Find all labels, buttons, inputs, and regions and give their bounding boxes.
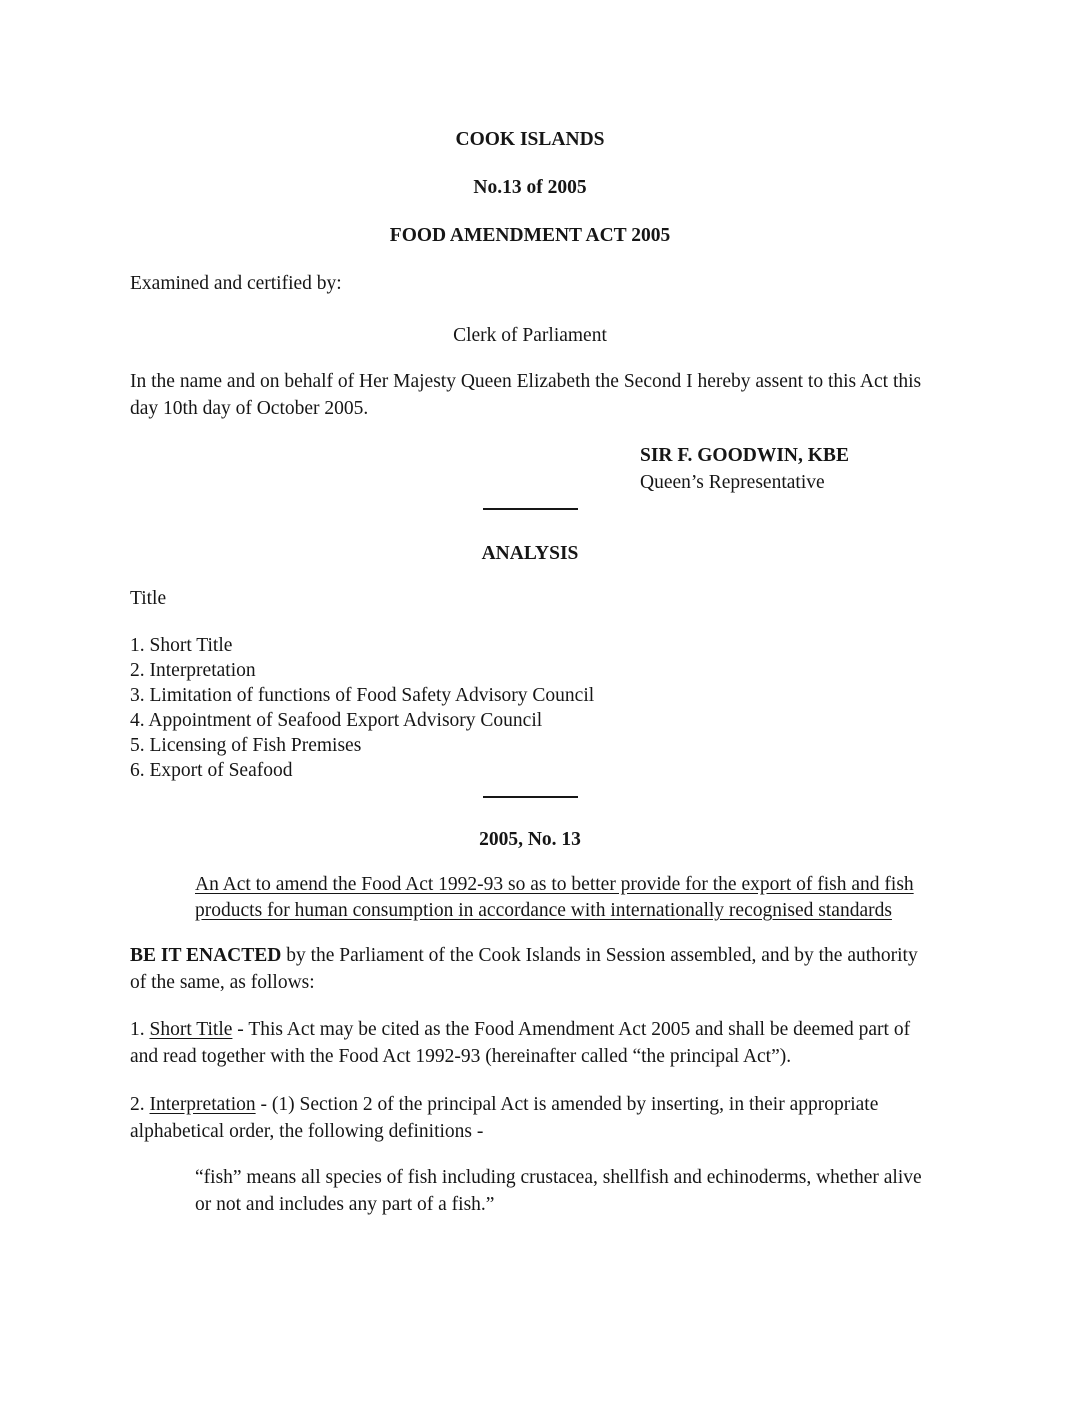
analysis-subheading: Title: [130, 588, 167, 609]
section-body: - (1) Section 2 of the principal Act is amended by inserting, in their appropriate alphabetical order, the following definitions -: [130, 1094, 879, 1142]
analysis-toc-item: 1. Short Title: [130, 635, 233, 656]
act-long-title: An Act to amend the Food Act 1992-93 so as to better provide for the export of fish and fish products for human consumption in accordance with internationally recognised standards: [195, 874, 914, 921]
analysis-toc-item: 5. Licensing of Fish Premises: [130, 735, 362, 756]
assent-paragraph: In the name and on behalf of Her Majesty Queen Elizabeth the Second I hereby assent to this Act this day 10th day of October 2005.: [130, 371, 922, 419]
analysis-toc-item: 6. Export of Seafood: [130, 760, 293, 781]
clerk-of-parliament-line: Clerk of Parliament: [453, 325, 607, 346]
analysis-contents-list: [130, 633, 930, 783]
section-divider: [483, 796, 578, 798]
section-short-title: [130, 1016, 930, 1070]
country-heading: COOK ISLANDS: [455, 129, 605, 150]
analysis-toc-item: 3. Limitation of functions of Food Safety Advisory Council: [130, 685, 595, 706]
enactment-lead: BE IT ENACTED: [130, 945, 282, 966]
act-number-subheading: 2005, No. 13: [479, 829, 581, 850]
examined-certified-line: Examined and certified by:: [130, 273, 342, 294]
section-interpretation: [130, 1091, 930, 1145]
section-number: 1.: [130, 1019, 150, 1040]
fish-definition-paragraph: “fish” means all species of fish including crustacea, shellfish and echinoderms, whether alive or not and includes any part of a fish.”: [195, 1167, 922, 1215]
enactment-body: by the Parliament of the Cook Islands in Session assembled, and by the authority of the same, as follows:: [130, 945, 918, 993]
section-number: 2.: [130, 1094, 150, 1115]
act-title-heading: FOOD AMENDMENT ACT 2005: [389, 225, 671, 246]
analysis-toc-item: 4. Appointment of Seafood Export Advisory Council: [130, 710, 543, 731]
act-number-heading: No.13 of 2005: [473, 177, 587, 198]
analysis-heading: ANALYSIS: [481, 543, 579, 564]
section-title: Short Title: [149, 1019, 233, 1040]
signatory-name: SIR F. GOODWIN, KBE: [640, 445, 849, 466]
signatory-title: Queen’s Representative: [640, 472, 825, 493]
enactment-paragraph: [130, 942, 930, 996]
section-body: - This Act may be cited as the Food Amendment Act 2005 and shall be deemed part of and read together with the Food Act 1992-93 (hereinafter called “the principal Act”).: [130, 1019, 911, 1067]
section-divider: [483, 508, 578, 510]
analysis-toc-item: 2. Interpretation: [130, 660, 256, 681]
section-title: Interpretation: [149, 1094, 256, 1115]
signature-block: [640, 442, 930, 496]
